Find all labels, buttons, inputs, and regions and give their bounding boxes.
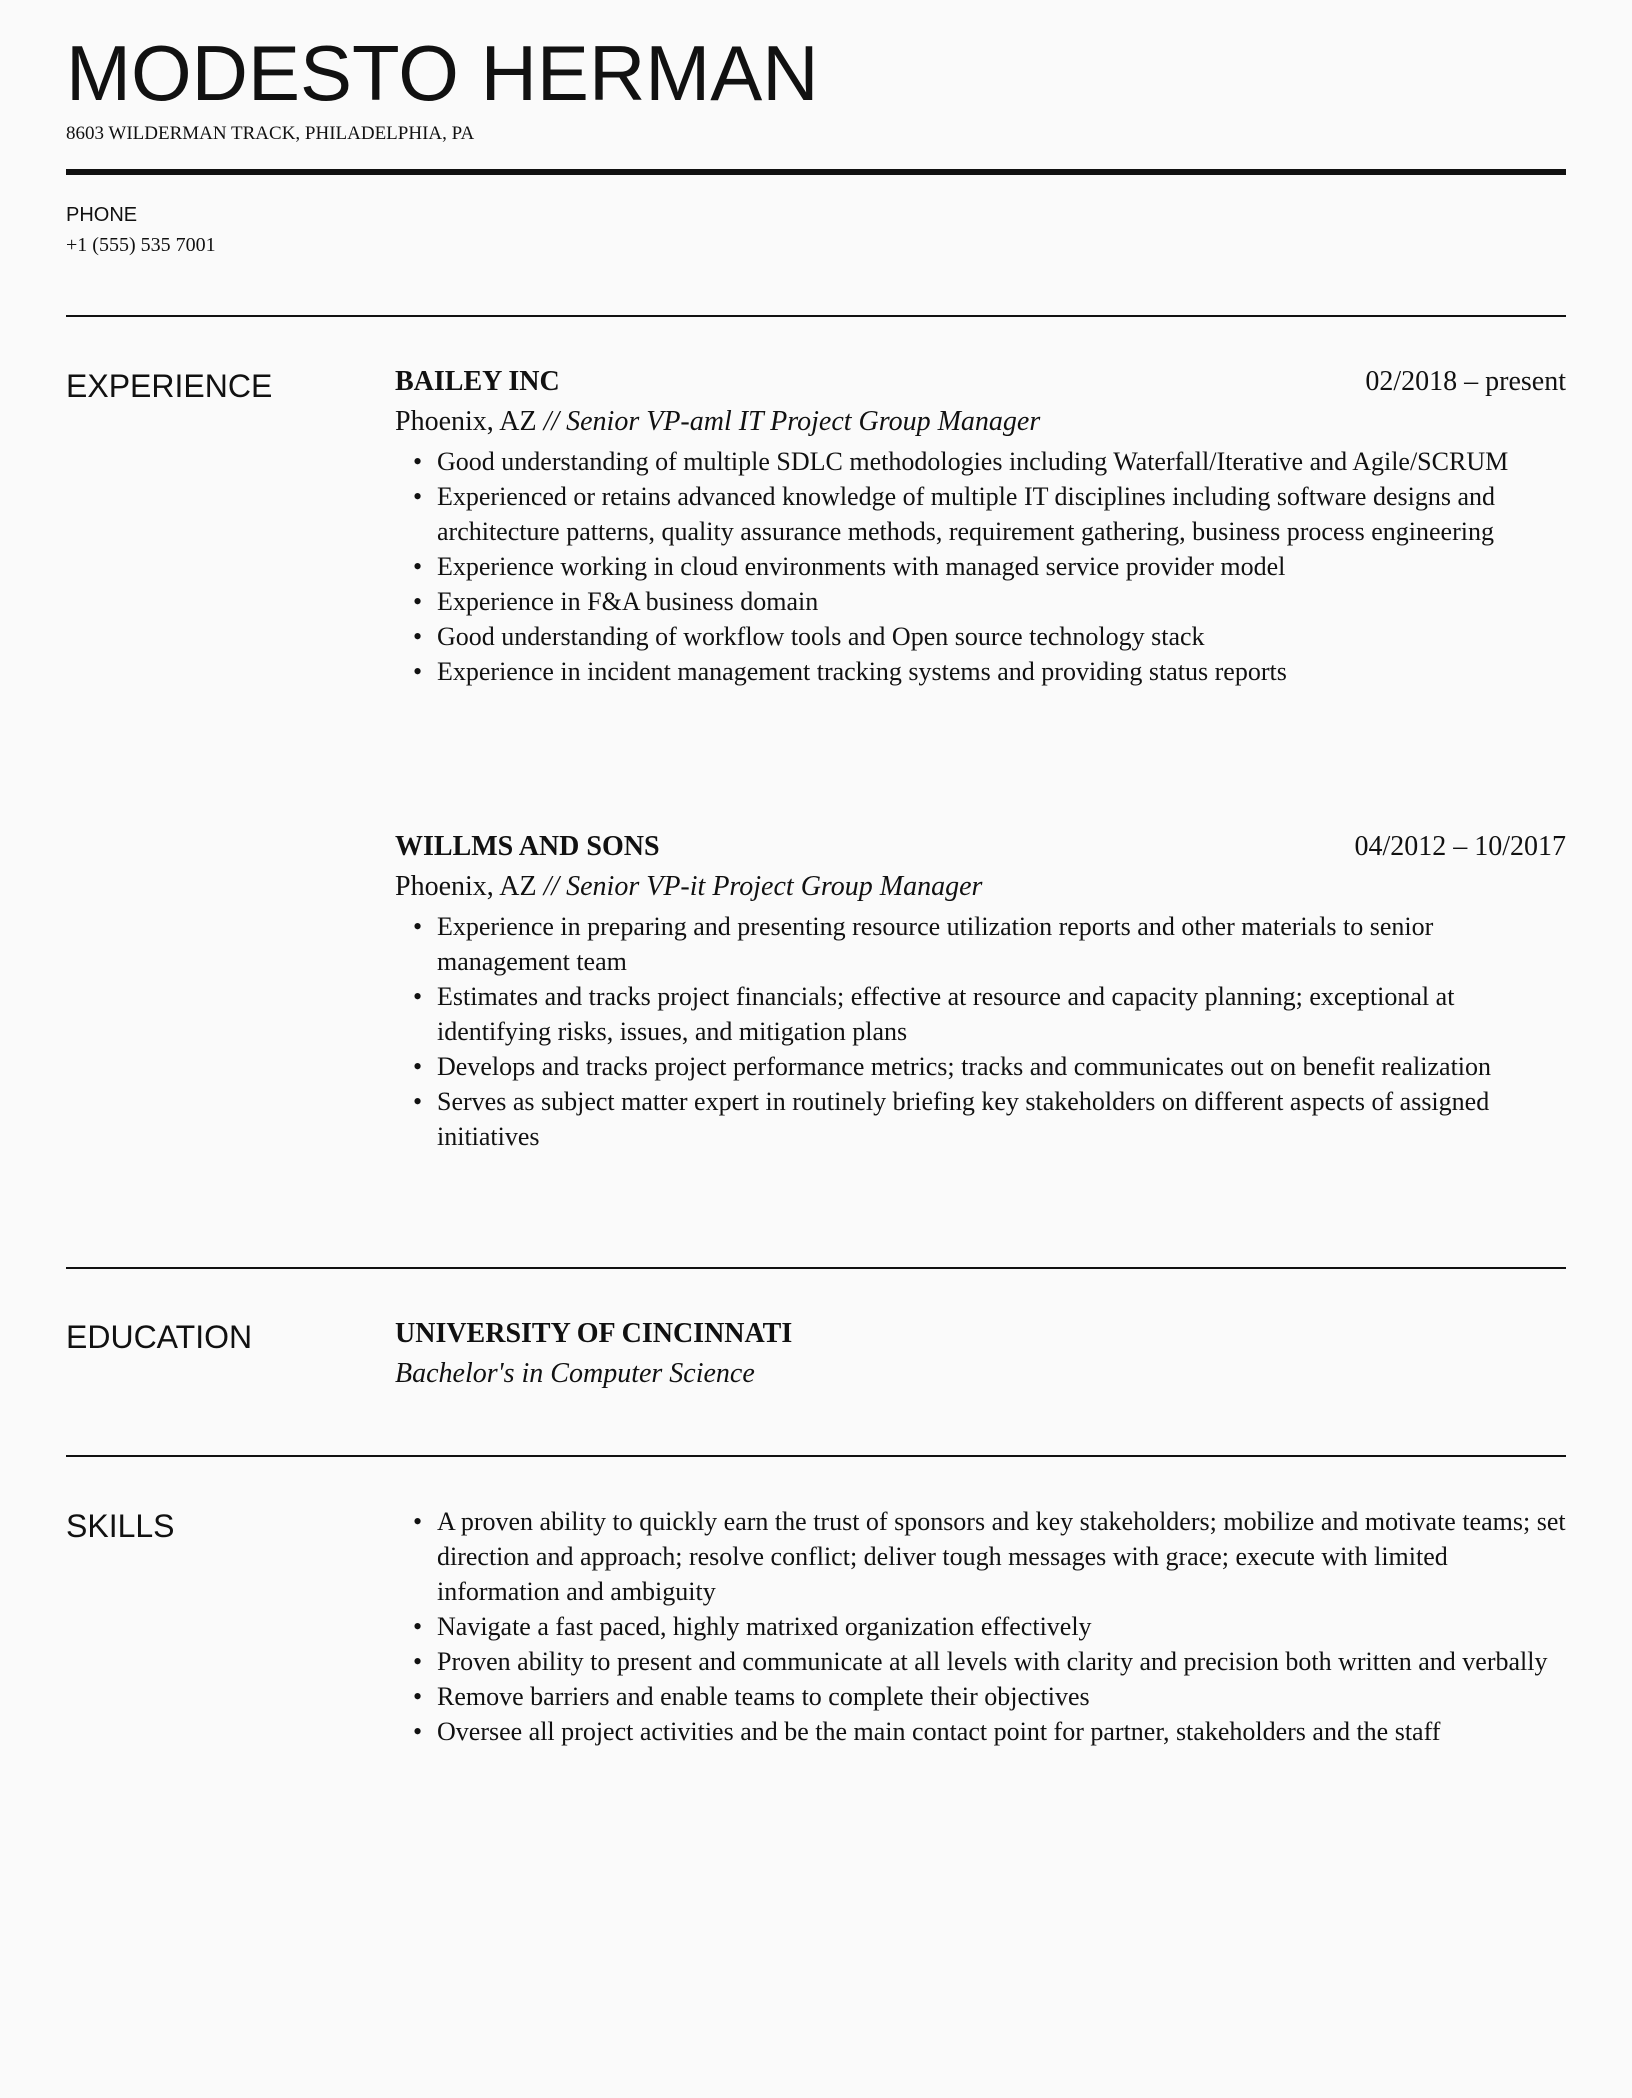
list-item: • Estimates and tracks project financials; effective at resource and capacity planning; exceptional at identifying risks, issues, and mitigation plans <box>413 982 1455 1046</box>
job-entry <box>395 362 1566 689</box>
phone-label: PHONE <box>66 204 138 226</box>
job-bullets <box>395 444 1566 689</box>
list-item: • Good understanding of multiple SDLC methodologies including Waterfall/Iterative and Agile/SCRUM <box>413 447 1509 476</box>
list-item: • Serves as subject matter expert in routinely briefing key stakeholders on different aspects of assigned initiatives <box>413 1087 1490 1151</box>
candidate-address: 8603 WILDERMAN TRACK, PHILADELPHIA, PA <box>66 123 475 144</box>
list-item: • Navigate a fast paced, highly matrixed organization effectively <box>413 1612 1092 1641</box>
skills-heading: SKILLS <box>66 1508 175 1544</box>
resume-page <box>66 0 1566 2098</box>
list-item: • Experience in preparing and presenting resource utilization reports and other materials to senior management team <box>413 912 1434 976</box>
header-divider <box>66 169 1566 175</box>
job-bullets <box>395 909 1566 1154</box>
section-divider-experience <box>66 315 1566 317</box>
list-item: • Proven ability to present and communicate at all levels with clarity and precision both written and verbally <box>413 1647 1548 1676</box>
list-item: • Good understanding of workflow tools and Open source technology stack <box>413 622 1205 651</box>
candidate-name: MODESTO HERMAN <box>66 29 819 117</box>
list-item: • Experience in incident management tracking systems and providing status reports <box>413 657 1287 686</box>
job-entry <box>395 827 1566 1154</box>
phone-value: +1 (555) 535 7001 <box>66 234 216 256</box>
degree-name: Bachelor's in Computer Science <box>395 1358 755 1389</box>
list-item: • Experience working in cloud environments with managed service provider model <box>413 552 1286 581</box>
job-location: Phoenix, AZ <box>395 871 537 902</box>
job-separator: // <box>543 406 560 437</box>
skills-entry <box>395 1504 1566 1749</box>
list-item: • Remove barriers and enable teams to complete their objectives <box>413 1682 1090 1711</box>
job-header <box>395 362 1566 402</box>
job-company: WILLMS AND SONS <box>395 831 660 862</box>
school-name: UNIVERSITY OF CINCINNATI <box>395 1318 793 1349</box>
job-subline <box>395 402 1566 442</box>
education-heading: EDUCATION <box>66 1319 253 1355</box>
section-divider-education <box>66 1267 1566 1269</box>
job-dates: 04/2012 – 10/2017 <box>1354 831 1566 862</box>
job-subline <box>395 867 1566 907</box>
list-item: • Experience in F&A business domain <box>413 587 819 616</box>
list-item: • Experienced or retains advanced knowledge of multiple IT disciplines including software designs and architecture patterns, quality assurance methods, requirement gathering, business process engineering <box>413 482 1495 546</box>
section-divider-skills <box>66 1455 1566 1457</box>
job-company: BAILEY INC <box>395 366 560 397</box>
list-item: • Oversee all project activities and be the main contact point for partner, stakeholders and the staff <box>413 1717 1441 1746</box>
job-dates: 02/2018 – present <box>1365 366 1566 397</box>
job-location: Phoenix, AZ <box>395 406 537 437</box>
education-entry <box>395 1314 1566 1394</box>
job-role: Senior VP-it Project Group Manager <box>566 871 983 902</box>
list-item: • A proven ability to quickly earn the trust of sponsors and key stakeholders; mobilize and motivate teams; set direction and approach; resolve conflict; deliver tough messages with grace; execute with limited information and ambiguity <box>413 1507 1566 1606</box>
skills-bullets <box>395 1504 1566 1749</box>
experience-heading: EXPERIENCE <box>66 368 273 404</box>
job-separator: // <box>543 871 560 902</box>
list-item: • Develops and tracks project performance metrics; tracks and communicates out on benefit realization <box>413 1052 1492 1081</box>
job-header <box>395 827 1566 867</box>
job-role: Senior VP-aml IT Project Group Manager <box>566 406 1041 437</box>
